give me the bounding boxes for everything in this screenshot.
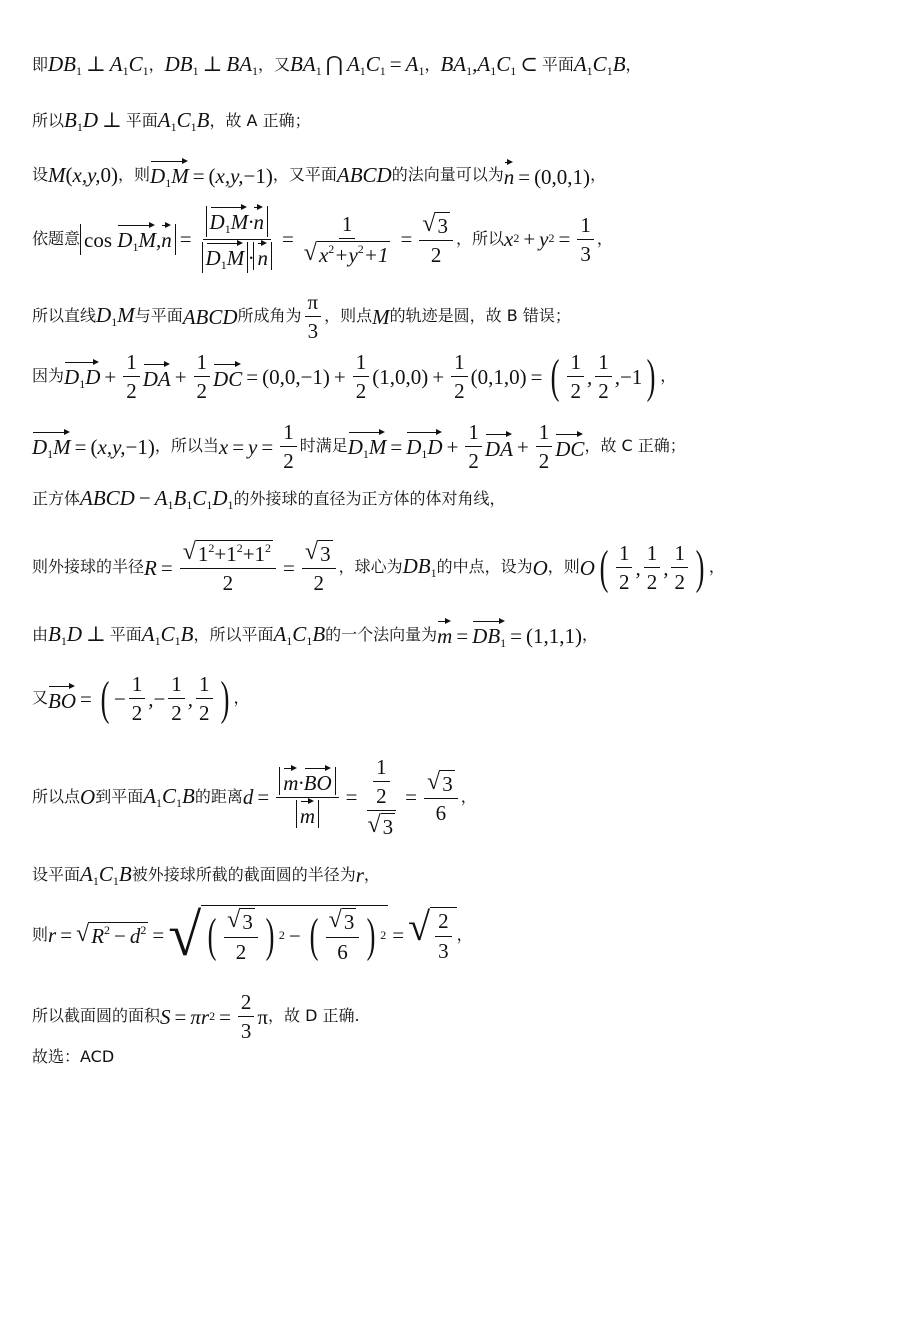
math-expr: x 2 + y 2 = $\frac{1}{3}$ bbox=[504, 213, 597, 266]
math-expr: ABCD − $A_1B_1C_1D_1$ bbox=[80, 486, 234, 512]
line-4: 依题意 $\cos D_1M,n$ = $\frac{D_1M\cdot n}{D_1M \cdot n}$ = 1 √ $x^2+y^2+1$ = √ 3 2 ，所以 x 2 + y 2 = $\frac{1}{3}$ ， bbox=[32, 206, 880, 273]
math-expr: M(x,y,0) bbox=[48, 163, 118, 188]
math-expr: $A_1C_1B$ bbox=[141, 622, 194, 648]
math-expr: $A_1C_1B$ bbox=[143, 783, 195, 810]
math-expr: $A_1C_1B$ bbox=[273, 622, 326, 648]
math-expr: $DB_1$ bbox=[402, 554, 437, 581]
line-10: 由 $B_1D$ ⊥ 平面 $A_1C_1B$ ，所以平面 $A_1C_1B$ 的一个法向量为 $m = DB_1 = (1,1,1)$ ， bbox=[32, 622, 599, 650]
math-expr: $BA_1,A_1C_1$ ⊂ bbox=[440, 52, 538, 78]
math-expr: $D_1M = (x,y,-1)$ bbox=[32, 431, 155, 462]
math-expr: $A_1C_1B$ bbox=[573, 52, 626, 78]
math-expr: r bbox=[355, 863, 364, 888]
math-expr: $m = DB_1 = (1,1,1)$ bbox=[437, 620, 582, 651]
math-expr: $DB_1$ ⊥ $A_1C_1$ bbox=[48, 52, 149, 78]
line-6: 因为 $D_1D$ + $\frac{1}{2}$ DA + $\frac{1}{2}$ DC = (0,0,−1) + $\frac{1}{2}$ (1,0,0) + $\frac{1}{2}$ (0,1,0) = ( $\frac{1}{2}$ , $\frac{1}{2}$ , −1 ) ， bbox=[32, 349, 677, 404]
math-expr: $\frac{\pi}{3}$ bbox=[302, 290, 325, 343]
math-expr: S = πr 2 = $\frac{2}{3}$ π bbox=[160, 990, 269, 1044]
math-expr: x = y = $\frac{1}{2}$ bbox=[219, 420, 300, 473]
math-expr: O bbox=[80, 785, 96, 810]
math-expr: $DB_1$ ⊥ $BA_1$ bbox=[164, 52, 259, 78]
line-1: 即 $DB_1$ ⊥ $A_1C_1$ ， $DB_1$ ⊥ $BA_1$ ，又 $BA_1$ ⋂ $A_1C_1 = A_1$ ， $BA_1,A_1C_1$ ⊂ 平面 $A_1C_1B$ ， bbox=[32, 52, 642, 78]
math-expr: ABCD bbox=[182, 304, 238, 329]
line-8: 正方体 ABCD − $A_1B_1C_1D_1$ 的外接球的直径为正方体的体对角线， bbox=[32, 486, 506, 512]
math-expr: $B_1D$ ⊥ bbox=[48, 622, 106, 648]
line-16: 故选：ACD bbox=[32, 1047, 115, 1066]
math-expr: O bbox=[532, 555, 548, 580]
math-expr: $D_1M$ = $D_1D$ + $\frac{1}{2}$ DA + $\frac{1}{2}$ DC bbox=[347, 420, 585, 474]
math-expr: $B_1D$ ⊥ bbox=[64, 108, 122, 134]
line-11: 又 BO = ( − $\frac{1}{2}$ , − $\frac{1}{2}$ , $\frac{1}{2}$ ) ， bbox=[32, 671, 250, 726]
math-expr: BO = ( − $\frac{1}{2}$ , − $\frac{1}{2}$ , $\frac{1}{2}$ ) bbox=[48, 671, 229, 726]
line-15: 所以截面圆的面积 S = πr 2 = $\frac{2}{3}$ π ，故 D 正确. bbox=[32, 990, 360, 1044]
math-expr: $D_1M$ bbox=[96, 303, 135, 330]
math-expr: ABCD bbox=[336, 163, 392, 188]
math-expr: O ( $\frac{1}{2}$ , $\frac{1}{2}$ , $\frac{1}{2}$ ) bbox=[579, 540, 705, 595]
math-expr: $A_1C_1B$ bbox=[157, 108, 210, 134]
math-expr: $D_1M = (x,y,-1)$ bbox=[150, 160, 273, 191]
line-3: 设 M(x,y,0) ，则 $D_1M = (x,y,-1)$ ，又平面 ABCD 的法向量可以为 n = (0,0,1) ， bbox=[32, 160, 880, 191]
line-7: $D_1M = (x,y,-1)$ ，所以当 x = y = $\frac{1}{2}$ 时满足 $D_1M$ = $D_1D$ + $\frac{1}{2}$ DA + $\frac{1}{2}$ DC ，故 C 正确； bbox=[32, 420, 686, 474]
math-expr: R = √ $1^2+1^2+1^2$ 2 = √ 3 2 bbox=[144, 540, 339, 595]
math-expr: $BA_1$ ⋂ $A_1C_1 = A_1$ bbox=[290, 52, 425, 78]
math-expr: n = (0,0,1) bbox=[504, 161, 590, 189]
line-9: 则外接球的半径 R = √ $1^2+1^2+1^2$ 2 = √ 3 2 ，球心为 $DB_1$ 的中点，设为 O ，则 O ( $\frac{1}{2}$ , $\frac{1}{2}$ , $\frac{1}{2}$ ) ， bbox=[32, 539, 725, 596]
math-expr: d = $\frac{m\cdot BO}{m}$ = $\frac{1}{2}$ √ 3 = √ 3 6 bbox=[243, 755, 461, 839]
math-expr: $A_1C_1B$ bbox=[80, 862, 132, 888]
line-2: 所以 $B_1D$ ⊥ 平面 $A_1C_1B$ ，故 A 正确； bbox=[32, 108, 311, 134]
line-12: 所以点 O 到平面 $A_1C_1B$ 的距离 d = $\frac{m\cdot BO}{m}$ = $\frac{1}{2}$ √ 3 = √ 3 6 ， bbox=[32, 755, 477, 840]
math-expr: M bbox=[372, 304, 390, 329]
line-5: 所以直线 $D_1M$ 与平面 ABCD 所成角为 $\frac{\pi}{3}$ ，则点 M 的轨迹是圆，故 B 错误； bbox=[32, 290, 571, 344]
line-13: 设平面 $A_1C_1B$ 被外接球所截的截面圆的半径为 r ， bbox=[32, 862, 380, 888]
math-expr: r = √ $R^2 - d^2$ = √ ( √ 3 2 ) 2 − ( √ 3 6 ) 2 = √ $\frac{2}{3}$ bbox=[48, 905, 457, 965]
math-expr: $\cos D_1M,n$ = $\frac{D_1M\cdot n}{D_1M \cdot n}$ = 1 √ $x^2+y^2+1$ = √ 3 2 bbox=[80, 206, 456, 273]
line-14: 则 r = √ $R^2 - d^2$ = √ ( √ 3 2 ) 2 − ( √ 3 6 ) 2 = √ $\frac{2}{3}$ ， bbox=[32, 902, 473, 968]
math-expr: $D_1D$ + $\frac{1}{2}$ DA + $\frac{1}{2}$ DC = (0,0,−1) + $\frac{1}{2}$ (1,0,0) + $\frac{1}{2}$ (0,1,0) = ( $\frac{1}{2}$ , $\frac{1}{2}$ , −1 ) bbox=[64, 349, 656, 404]
